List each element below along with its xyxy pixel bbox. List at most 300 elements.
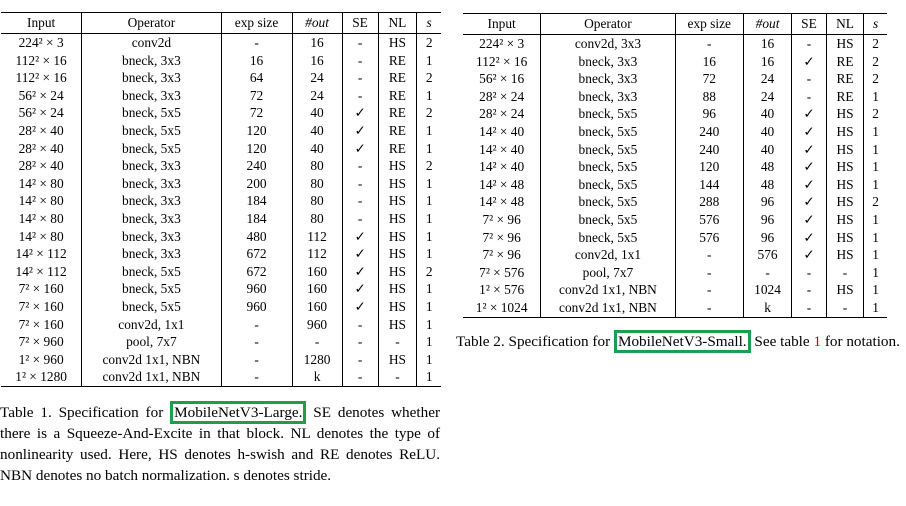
cell-operator: bneck, 5x5 [541,193,675,211]
cell-nl: - [378,368,417,386]
cell-out: 160 [292,280,342,298]
cell-se: ✓ [342,104,378,122]
cell-exp-size: 576 [675,211,743,229]
cell-input: 14² × 48 [463,193,541,211]
cell-nl: HS [826,281,863,299]
cell-nl: RE [826,70,863,88]
cell-stride: 1 [872,88,879,104]
cell-out: 24 [292,87,342,105]
cell-input: 112² × 16 [463,53,541,71]
cell-nl: HS [826,193,863,211]
cell-operator: conv2d [82,34,221,52]
cell-nl: RE [826,88,863,106]
header-stride: s [426,15,432,31]
cell-exp-size: 72 [221,104,292,122]
cell-se: - [792,281,827,299]
cell-input: 224² × 3 [463,35,541,53]
cell-stride: 2 [872,106,879,122]
cell-operator: bneck, 3x3 [82,69,221,87]
cell-out: 40 [292,122,342,140]
cell-stride: 1 [872,264,879,280]
cell-stride: 1 [425,210,433,226]
cell-operator: conv2d 1x1, NBN [82,351,221,369]
cell-operator: bneck, 3x3 [541,88,675,106]
cell-out: 160 [292,298,342,316]
cell-out: 48 [743,176,791,194]
cell-stride: 1 [425,298,433,314]
cell-se: - [342,368,378,386]
cell-stride: 2 [872,194,879,210]
cell-se: - [342,52,378,70]
cell-input: 1² × 960 [1,351,82,369]
table-row [463,105,887,123]
cell-out: 80 [292,210,342,228]
cell-stride: 1 [425,228,433,244]
cell-input: 7² × 96 [463,246,541,264]
cell-operator: conv2d, 1x1 [82,316,221,334]
cell-nl: RE [378,52,417,70]
header-out: #out [743,14,791,35]
cell-operator: bneck, 5x5 [541,105,675,123]
table-row [1,157,441,175]
cell-out: 960 [292,316,342,334]
cell-stride: 1 [425,334,433,350]
cell-out: 24 [743,88,791,106]
cell-exp-size: 288 [675,193,743,211]
cell-stride: 1 [425,316,433,332]
cell-exp-size: - [675,35,743,53]
cell-input: 28² × 24 [463,88,541,106]
cell-operator: bneck, 5x5 [82,298,221,316]
cell-operator: bneck, 5x5 [82,122,221,140]
cell-operator: bneck, 3x3 [541,70,675,88]
cell-stride: 1 [872,247,879,263]
table-row [1,52,441,70]
cell-exp-size: - [675,299,743,317]
cell-se: ✓ [792,176,827,194]
cell-operator: bneck, 5x5 [541,211,675,229]
cell-se: - [792,299,827,317]
cell-stride: 1 [872,211,879,227]
cell-exp-size: - [221,316,292,334]
cell-nl: RE [378,140,417,158]
table-row [1,122,441,140]
cell-exp-size: 672 [221,263,292,281]
cell-stride: 1 [872,176,879,192]
cell-se: ✓ [342,245,378,263]
table-row [463,193,887,211]
cell-out: 40 [292,104,342,122]
cell-nl: RE [378,87,417,105]
table-row [1,175,441,193]
cell-nl: HS [378,245,417,263]
cell-nl: HS [378,210,417,228]
cell-operator: bneck, 3x3 [541,53,675,71]
cell-input: 112² × 16 [1,52,82,70]
table-row [1,245,441,263]
cell-exp-size: 240 [221,157,292,175]
cell-out: 48 [743,158,791,176]
cell-nl: HS [826,176,863,194]
cell-exp-size: 120 [221,140,292,158]
cell-nl: HS [826,246,863,264]
table-row [463,211,887,229]
cell-input: 14² × 48 [463,176,541,194]
table-row [1,333,441,351]
cell-input: 112² × 16 [1,69,82,87]
cell-se: ✓ [342,228,378,246]
cell-operator: bneck, 5x5 [82,140,221,158]
cell-input: 14² × 80 [1,228,82,246]
table-header-row [1,13,441,34]
cell-nl: HS [378,157,417,175]
cell-out: 16 [743,53,791,71]
table-row [1,298,441,316]
table-row [463,141,887,159]
cell-operator: pool, 7x7 [82,333,221,351]
cell-se: - [342,210,378,228]
table-row [463,158,887,176]
cell-exp-size: 88 [675,88,743,106]
cell-exp-size: - [221,34,292,52]
cell-input: 1² × 1024 [463,299,541,317]
cell-input: 7² × 160 [1,316,82,334]
cell-se: ✓ [792,211,827,229]
cell-input: 28² × 40 [1,140,82,158]
cell-out: 80 [292,157,342,175]
cell-out: 160 [292,263,342,281]
cell-input: 28² × 40 [1,157,82,175]
cell-se: - [342,87,378,105]
cell-out: 16 [292,52,342,70]
cell-stride: 1 [425,52,433,68]
cell-input: 14² × 40 [463,158,541,176]
cell-stride: 1 [872,141,879,157]
cell-out: 40 [743,105,791,123]
cell-operator: conv2d 1x1, NBN [541,299,675,317]
cell-stride: 2 [425,35,433,50]
cell-exp-size: 240 [675,141,743,159]
cell-out: 576 [743,246,791,264]
cell-exp-size: 72 [675,70,743,88]
cell-se: ✓ [342,263,378,281]
table-row [1,263,441,281]
cell-out: 112 [292,228,342,246]
cell-operator: bneck, 3x3 [82,210,221,228]
cell-nl: HS [826,141,863,159]
cell-se: ✓ [342,122,378,140]
cell-exp-size: 16 [675,53,743,71]
cell-input: 7² × 960 [1,333,82,351]
cell-out: 112 [292,245,342,263]
table-row [463,229,887,247]
cell-se: ✓ [792,123,827,141]
caption-text: SE denotes whether there is a Squeeze-And-Excite in that block. NL denotes the type of nonlinearity used. Here, HS denotes h-swish and RE denotes ReLU. NBN denotes no batch normalization. s denotes stride. [0,404,440,484]
cell-out: 40 [743,141,791,159]
table-mobilenetv3-small [463,13,887,318]
cell-nl: HS [378,263,417,281]
header-input: Input [1,13,82,34]
cell-nl: HS [378,298,417,316]
cell-exp-size: - [675,281,743,299]
cell-exp-size: - [675,264,743,282]
cell-out: 96 [743,193,791,211]
cell-exp-size: 184 [221,210,292,228]
cell-nl: HS [378,351,417,369]
header-exp-size: exp size [675,14,743,35]
cell-nl: HS [826,158,863,176]
cell-nl: HS [378,175,417,193]
table-row [1,69,441,87]
cell-operator: bneck, 5x5 [541,176,675,194]
table-row [463,35,887,53]
cell-stride: 1 [425,193,433,209]
cell-nl: HS [378,192,417,210]
cell-exp-size: - [221,333,292,351]
table-row [1,87,441,105]
table-row [1,368,441,386]
cell-se: - [342,351,378,369]
cell-nl: HS [378,280,417,298]
cell-nl: HS [826,229,863,247]
caption-text: for notation. [821,333,900,350]
cell-nl: - [378,333,417,351]
header-nl: NL [378,13,417,34]
cell-stride: 2 [425,158,433,174]
cell-se: ✓ [792,53,827,71]
cell-exp-size: 184 [221,192,292,210]
cell-stride: 1 [425,87,433,103]
cell-exp-size: - [675,246,743,264]
table-row [463,246,887,264]
cell-out: 40 [743,123,791,141]
cell-se: - [792,264,827,282]
cell-out: 16 [292,34,342,52]
cell-out: 80 [292,175,342,193]
cell-input: 14² × 80 [1,175,82,193]
cell-se: - [342,316,378,334]
cell-input: 224² × 3 [1,34,82,52]
header-operator: Operator [541,14,675,35]
cell-operator: bneck, 5x5 [541,158,675,176]
cell-operator: bneck, 3x3 [82,245,221,263]
cell-input: 14² × 112 [1,245,82,263]
table-row [463,281,887,299]
cell-input: 56² × 16 [463,70,541,88]
cell-out: 96 [743,211,791,229]
cell-input: 1² × 1280 [1,368,82,386]
cell-exp-size: 200 [221,175,292,193]
cell-out: - [743,264,791,282]
header-out: #out [292,13,342,34]
cell-se: ✓ [792,193,827,211]
cell-stride: 1 [872,159,879,175]
cell-operator: bneck, 3x3 [82,52,221,70]
table-row [1,210,441,228]
cell-operator: conv2d, 3x3 [541,35,675,53]
cell-operator: conv2d, 1x1 [541,246,675,264]
cell-input: 14² × 40 [463,141,541,159]
cell-exp-size: 240 [675,123,743,141]
header-stride: s [872,16,879,32]
header-exp-size: exp size [221,13,292,34]
cell-nl: RE [378,122,417,140]
table-mobilenetv3-large [1,12,441,387]
table-row [463,88,887,106]
cell-se: - [792,70,827,88]
cell-input: 14² × 80 [1,210,82,228]
cell-stride: 1 [425,175,433,191]
caption-prefix: Table 1. Specification for [0,404,171,421]
cell-se: ✓ [342,140,378,158]
cell-out: 80 [292,192,342,210]
cell-input: 28² × 40 [1,122,82,140]
cell-se: - [342,175,378,193]
cell-se: ✓ [792,158,827,176]
cell-stride: 1 [425,122,433,138]
cell-stride: 1 [872,299,879,315]
cell-se: ✓ [792,229,827,247]
cell-out: 96 [743,229,791,247]
cell-se: ✓ [792,246,827,264]
table-row [463,299,887,317]
cell-input: 7² × 160 [1,280,82,298]
table-row [1,192,441,210]
cell-stride: 1 [425,369,433,385]
cell-se: - [342,34,378,52]
cell-input: 7² × 96 [463,211,541,229]
cell-nl: RE [378,104,417,122]
cell-stride: 1 [425,246,433,262]
cell-operator: conv2d 1x1, NBN [82,368,221,386]
cell-se: - [342,333,378,351]
cell-nl: HS [378,316,417,334]
table-row [1,280,441,298]
cell-operator: bneck, 5x5 [82,280,221,298]
table-row [1,351,441,369]
cell-exp-size: 144 [675,176,743,194]
table-reference-link[interactable]: 1 [813,333,822,350]
cell-input: 7² × 160 [1,298,82,316]
cell-input: 7² × 576 [463,264,541,282]
cell-operator: bneck, 3x3 [82,228,221,246]
cell-se: - [342,157,378,175]
table2-caption [456,331,900,352]
cell-stride: 2 [425,263,433,279]
caption-text: See table [750,333,814,350]
cell-out: 1280 [292,351,342,369]
cell-input: 14² × 80 [1,192,82,210]
cell-se: ✓ [792,141,827,159]
header-se: SE [342,13,378,34]
cell-exp-size: 96 [675,105,743,123]
cell-nl: HS [826,35,863,53]
cell-stride: 1 [872,229,879,245]
cell-operator: bneck, 3x3 [82,175,221,193]
cell-se: ✓ [342,298,378,316]
cell-out: - [292,333,342,351]
cell-nl: HS [826,123,863,141]
cell-exp-size: 64 [221,69,292,87]
table-row [1,34,441,52]
cell-input: 28² × 24 [463,105,541,123]
table-row [1,104,441,122]
table-row [463,123,887,141]
cell-exp-size: - [221,368,292,386]
cell-operator: bneck, 3x3 [82,192,221,210]
cell-out: k [292,368,342,386]
cell-input: 7² × 96 [463,229,541,247]
highlight-box-large: MobileNetV3-Large. [170,401,306,424]
cell-operator: bneck, 5x5 [82,263,221,281]
header-se: SE [792,14,827,35]
cell-operator: bneck, 5x5 [82,104,221,122]
cell-stride: 1 [425,281,433,297]
cell-nl: - [826,264,863,282]
cell-nl: RE [826,53,863,71]
cell-nl: RE [378,69,417,87]
cell-out: 24 [292,69,342,87]
cell-input: 56² × 24 [1,104,82,122]
cell-out: 24 [743,70,791,88]
table-row [1,316,441,334]
table-row [463,176,887,194]
cell-out: 16 [743,35,791,53]
cell-exp-size: 480 [221,228,292,246]
cell-se: - [792,35,827,53]
cell-nl: HS [826,211,863,229]
cell-operator: pool, 7x7 [541,264,675,282]
cell-nl: - [826,299,863,317]
cell-exp-size: - [221,351,292,369]
cell-stride: 1 [872,123,879,139]
cell-out: 40 [292,140,342,158]
cell-input: 1² × 576 [463,281,541,299]
table-row [1,228,441,246]
cell-nl: HS [826,105,863,123]
cell-stride: 1 [872,282,879,298]
table-row [463,264,887,282]
table-header-row [463,14,887,35]
cell-operator: conv2d 1x1, NBN [541,281,675,299]
cell-exp-size: 576 [675,229,743,247]
cell-stride: 2 [425,105,433,121]
highlight-box-small: MobileNetV3-Small. [614,330,751,353]
cell-se: - [792,88,827,106]
table-row [1,140,441,158]
cell-operator: bneck, 3x3 [82,157,221,175]
cell-exp-size: 120 [221,122,292,140]
cell-out: 1024 [743,281,791,299]
cell-se: ✓ [342,280,378,298]
cell-nl: HS [378,34,417,52]
cell-stride: 2 [872,53,879,69]
header-nl: NL [826,14,863,35]
cell-nl: HS [378,228,417,246]
header-operator: Operator [82,13,221,34]
cell-input: 56² × 24 [1,87,82,105]
table1-caption [0,402,440,486]
cell-exp-size: 960 [221,280,292,298]
cell-stride: 2 [872,36,879,51]
cell-operator: bneck, 5x5 [541,123,675,141]
cell-operator: bneck, 5x5 [541,141,675,159]
cell-exp-size: 120 [675,158,743,176]
cell-operator: bneck, 3x3 [82,87,221,105]
cell-out: k [743,299,791,317]
table-row [463,53,887,71]
cell-stride: 2 [425,70,433,86]
